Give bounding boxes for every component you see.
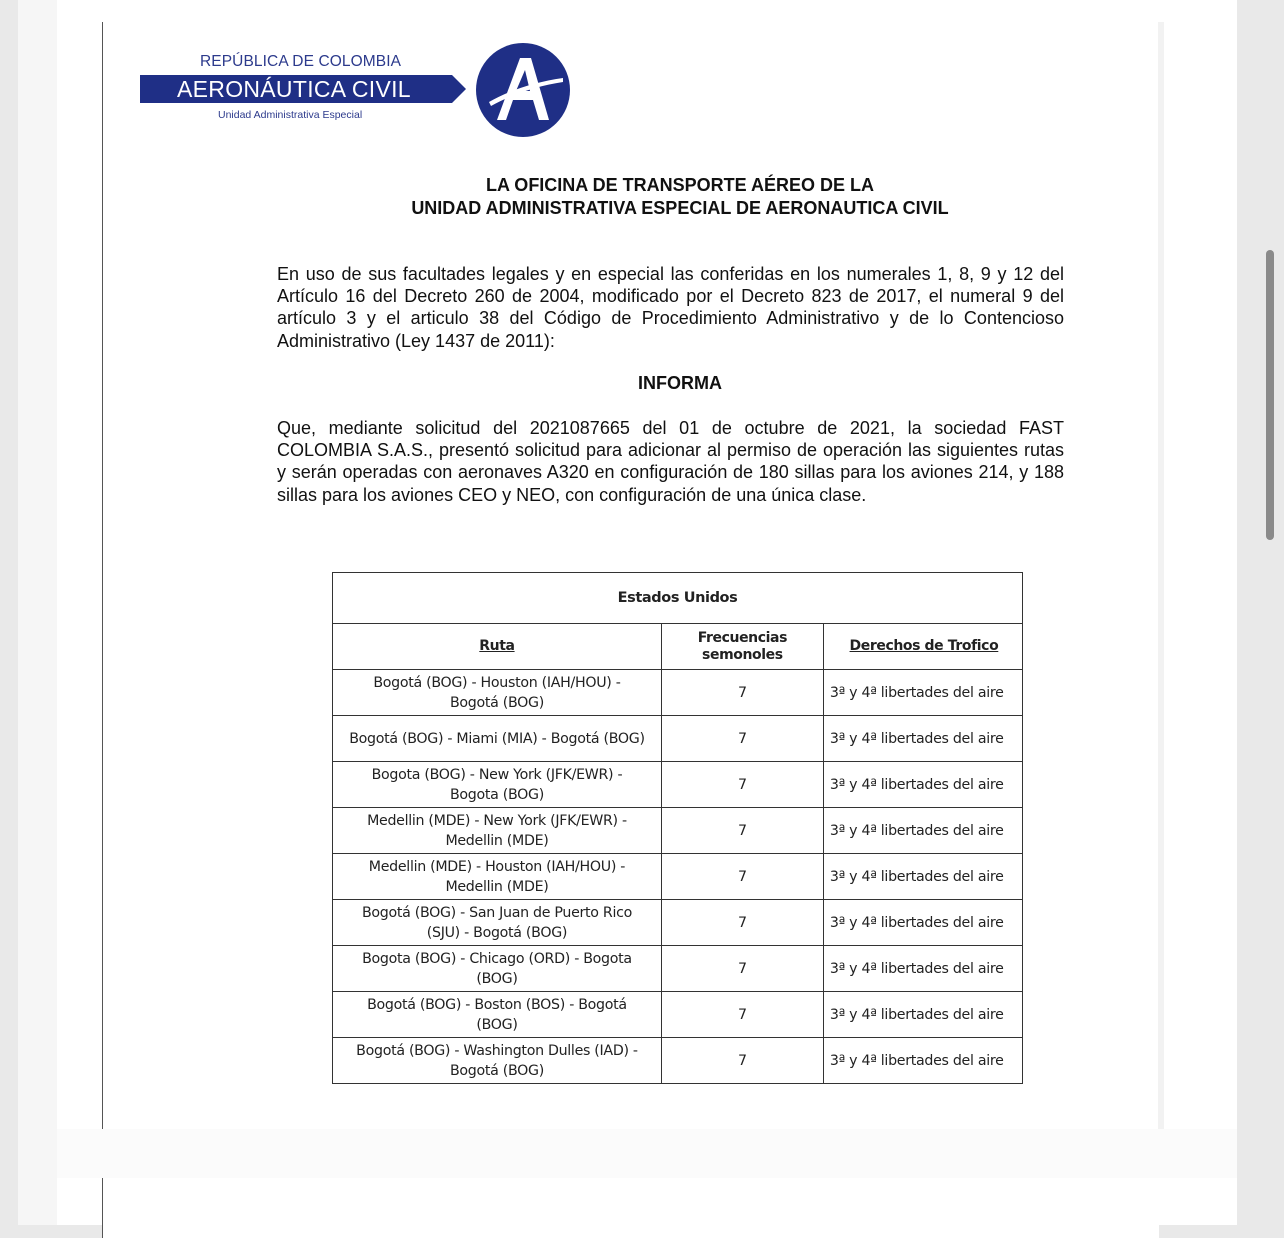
body-paragraph: Que, mediante solicitud del 2021087665 del 01 de octubre de 2021, la sociedad FAST COLOMBIA S.A.S., presentó solicitud para adicionar al permiso de operación las siguientes rutas y serán operadas con aeronaves A320 en configuración de 180 sillas para los aviones 214, y 188 sillas para los aviones CEO y NEO, con configuración de una única clase. bbox=[277, 418, 1064, 505]
title-line-1: LA OFICINA DE TRANSPORTE AÉREO DE LA bbox=[485, 175, 874, 195]
table-row bbox=[333, 1038, 1023, 1084]
frequency-cell: 7 bbox=[661, 762, 823, 808]
frequency-cell: 7 bbox=[661, 670, 823, 716]
rights-cell: 3ª y 4ª libertades del aire bbox=[823, 1038, 1022, 1084]
rights-cell: 3ª y 4ª libertades del aire bbox=[823, 808, 1022, 854]
route-cell: Bogotá (BOG) - Miami (MIA) - Bogotá (BOG) bbox=[333, 716, 662, 762]
header-frequency: Frecuencias semonoles bbox=[661, 624, 823, 670]
route-cell: Bogotá (BOG) - Boston (BOS) - Bogotá (BOG) bbox=[333, 992, 662, 1038]
frequency-cell: 7 bbox=[661, 1038, 823, 1084]
title-line-2: UNIDAD ADMINISTRATIVA ESPECIAL DE AERONAUTICA CIVIL bbox=[411, 198, 949, 218]
logo-arrow bbox=[452, 75, 466, 103]
rights-cell: 3ª y 4ª libertades del aire bbox=[823, 854, 1022, 900]
table-row bbox=[333, 808, 1023, 854]
route-cell: Bogota (BOG) - Chicago (ORD) - Bogota (BOG) bbox=[333, 946, 662, 992]
frequency-cell: 7 bbox=[661, 900, 823, 946]
page-edge bbox=[1158, 22, 1164, 1129]
scrollbar-thumb[interactable] bbox=[1266, 250, 1274, 540]
route-cell: Bogotá (BOG) - San Juan de Puerto Rico (SJU) - Bogotá (BOG) bbox=[333, 900, 662, 946]
rights-cell: 3ª y 4ª libertades del aire bbox=[823, 900, 1022, 946]
preamble-paragraph: En uso de sus facultades legales y en especial las conferidas en los numerales 1, 8, 9 y 12 del Artículo 16 del Decreto 260 de 2004, modificado por el Decreto 823 de 2017, el numeral 9 del artículo 3 y el articulo 38 del Código de Procedimiento Administrativo y de lo Contencioso Administrativo (Ley 1437 de 2011): bbox=[277, 264, 1064, 351]
table-caption: Estados Unidos bbox=[333, 573, 1023, 624]
route-cell: Bogota (BOG) - New York (JFK/EWR) - Bogota (BOG) bbox=[333, 762, 662, 808]
aerocivil-emblem-icon bbox=[475, 42, 571, 138]
route-cell: Bogotá (BOG) - Houston (IAH/HOU) - Bogotá (BOG) bbox=[333, 670, 662, 716]
table-row bbox=[333, 946, 1023, 992]
table-row bbox=[333, 854, 1023, 900]
rights-cell: 3ª y 4ª libertades del aire bbox=[823, 670, 1022, 716]
informa-heading: INFORMA bbox=[638, 373, 722, 393]
frequency-cell: 7 bbox=[661, 946, 823, 992]
table-row bbox=[333, 762, 1023, 808]
frequency-cell: 7 bbox=[661, 854, 823, 900]
logo-agency: AERONÁUTICA CIVIL bbox=[177, 76, 411, 102]
next-page bbox=[102, 1178, 1159, 1238]
logo-unit: Unidad Administrativa Especial bbox=[218, 109, 363, 121]
table-row bbox=[333, 900, 1023, 946]
page-gap bbox=[57, 1129, 1237, 1178]
table-row bbox=[333, 716, 1023, 762]
routes-table bbox=[332, 572, 1023, 1084]
route-cell: Bogotá (BOG) - Washington Dulles (IAD) - Bogotá (BOG) bbox=[333, 1038, 662, 1084]
frequency-cell: 7 bbox=[661, 808, 823, 854]
frequency-cell: 7 bbox=[661, 992, 823, 1038]
route-cell: Medellin (MDE) - Houston (IAH/HOU) - Medellin (MDE) bbox=[333, 854, 662, 900]
rights-cell: 3ª y 4ª libertades del aire bbox=[823, 992, 1022, 1038]
frequency-cell: 7 bbox=[661, 716, 823, 762]
table-row bbox=[333, 992, 1023, 1038]
rights-cell: 3ª y 4ª libertades del aire bbox=[823, 762, 1022, 808]
route-cell: Medellin (MDE) - New York (JFK/EWR) - Medellin (MDE) bbox=[333, 808, 662, 854]
header-route: Ruta bbox=[333, 624, 662, 670]
header-rights: Derechos de Trofico bbox=[823, 624, 1022, 670]
aerocivil-logo bbox=[140, 52, 580, 132]
rights-cell: 3ª y 4ª libertades del aire bbox=[823, 716, 1022, 762]
logo-country: REPÚBLICA DE COLOMBIA bbox=[200, 53, 402, 70]
table-row bbox=[333, 670, 1023, 716]
rights-cell: 3ª y 4ª libertades del aire bbox=[823, 946, 1022, 992]
